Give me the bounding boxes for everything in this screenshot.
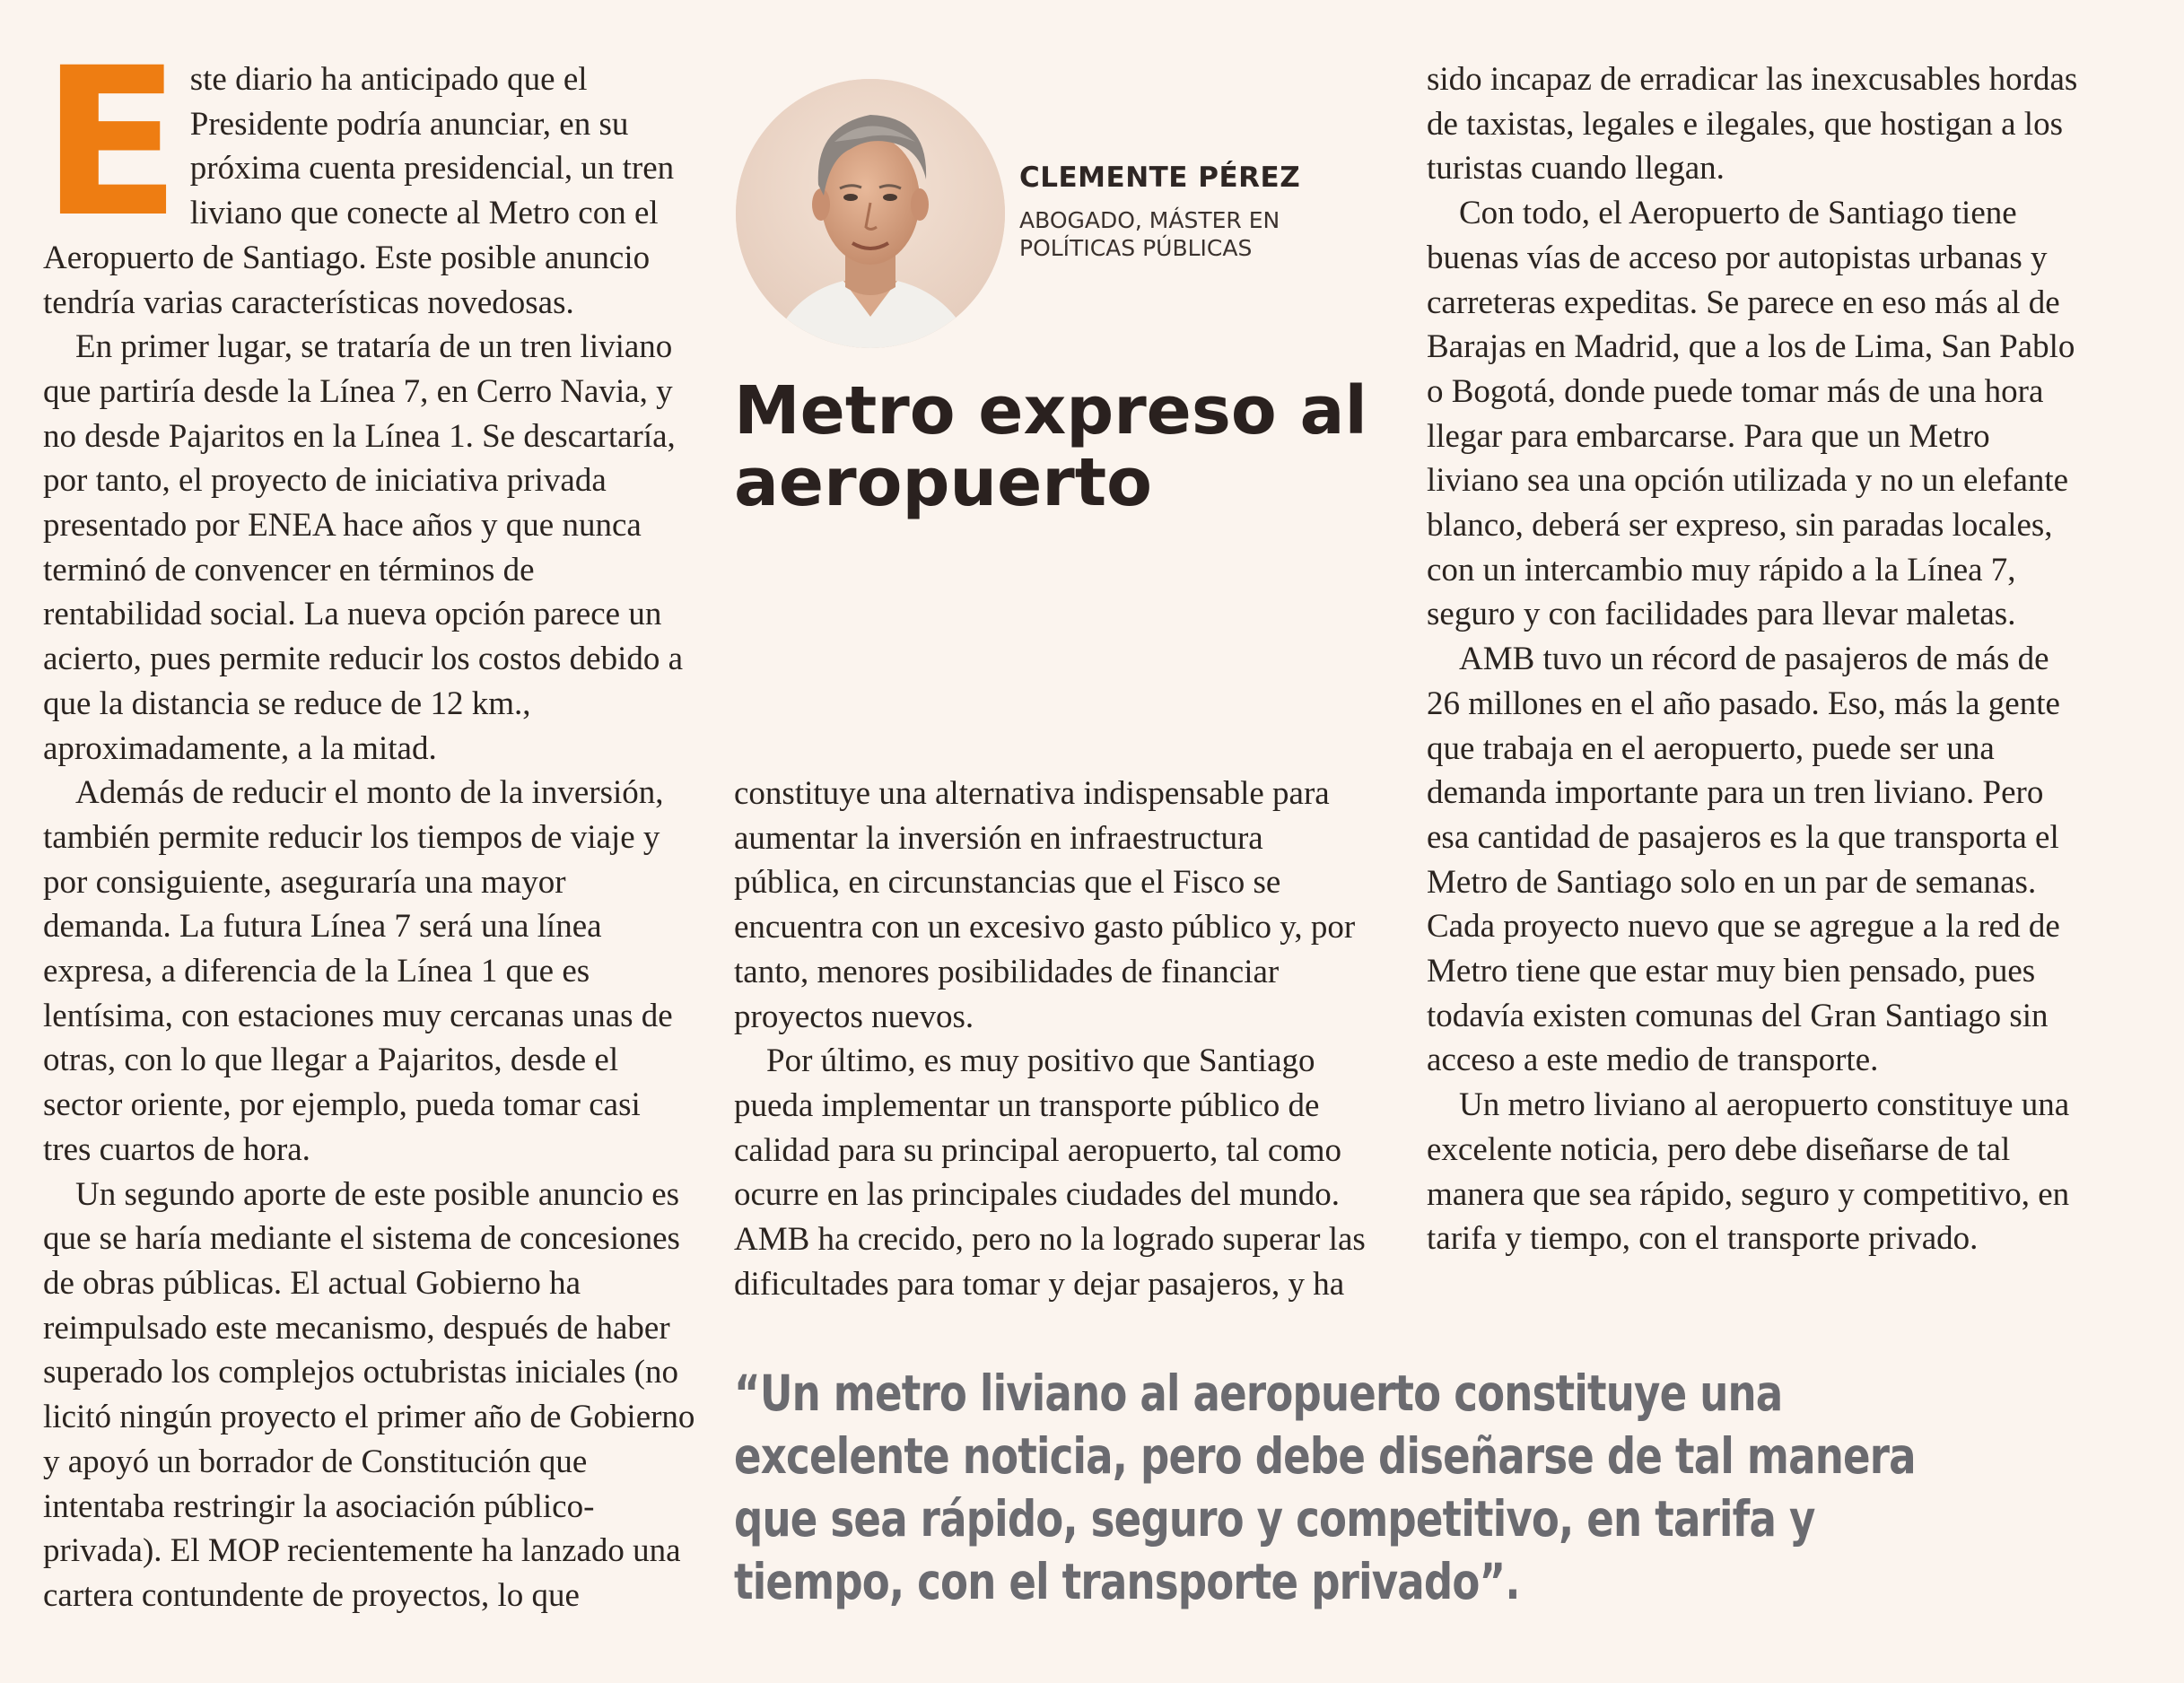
paragraph: Un metro liviano al aeropuerto constituye una excelente noticia, pero debe diseñarse de tal manera que sea rápido, seguro y competitivo, en tarifa y tiempo, con el transporte privado. (1427, 1086, 2070, 1258)
paragraph: Un segundo aporte de este posible anuncio es que se haría mediante el sistema de concesiones de obras públicas. El actual Gobierno ha reimpulsado este mecanismo, después de haber superado los complejos octubristas iniciales (no licitó ningún proyecto el primer año de Gobierno y apoyó un borrador de Constitución que intentaba restringir la asociación público-privada). El MOP recientemente ha lanzado una cartera contundente de proyectos, lo que (43, 1175, 695, 1614)
paragraph: En primer lugar, se trataría de un tren liviano que partiría desde la Línea 7, en Cerro Navia, y no desde Pajaritos en la Línea 1. Se descartaría, por tanto, el proyecto de iniciativa privada presentado por ENEA hace años y que nunca terminó de convencer en términos de rentabilidad social. La nueva opción parece un acierto, pues permite reducir los costos debido a que la distancia se reduce de 12 km., aproximadamente, a la mitad. (43, 328, 684, 767)
paragraph: Además de reducir el monto de la inversión, también permite reducir los tiempos de viaje y por consiguiente, aseguraría una mayor demanda. La futura Línea 7 será una línea expresa, a diferencia de la Línea 1 que es lentísima, con estaciones muy cercanas unas de otras, con lo que llegar a Pajaritos, desde el sector oriente, por ejemplo, pueda tomar casi tres cuartos de hora. (43, 774, 673, 1168)
paragraph (41, 23, 696, 325)
author-photo (736, 79, 1005, 348)
drop-cap: E (41, 23, 181, 262)
pull-quote: “Un metro liviano al aeropuerto constituye una excelente noticia, pero debe diseñarse de tal manera que sea rápido, seguro y competitivo, en tarifa y tiempo, con el transporte privado”. (734, 1365, 1916, 1610)
paragraph: sido incapaz de erradicar las inexcusables hordas de taxistas, legales e ilegales, que hostigan a los turistas cuando llegan. (1427, 61, 2078, 187)
paragraph: AMB tuvo un récord de pasajeros de más de 26 millones en el año pasado. Eso, más la gente que trabaja en el aeropuerto, puede ser una demanda importante para un tren liviano. Pero esa cantidad de pasajeros es la que transporta el Metro de Santiago solo en un par de semanas. Cada proyecto nuevo que se agregue a la red de Metro tiene que estar muy bien pensado, pues todavía existen comunas del Gran Santiago sin acceso a este medio de transporte. (1427, 641, 2060, 1079)
headline: Metro expreso al aeropuerto (734, 372, 1367, 521)
left-column (41, 23, 696, 1618)
author-role: ABOGADO, MÁSTER EN POLÍTICAS PÚBLICAS (1019, 207, 1280, 261)
author-portrait-icon (736, 79, 1005, 348)
author-name: CLEMENTE PÉREZ (1019, 161, 1301, 194)
paragraph: Con todo, el Aeropuerto de Santiago tiene buenas vías de acceso por autopistas urbanas y carreteras expeditas. Se parece en eso más al de Barajas en Madrid, que a los de Lima, San Pablo o Bogotá, donde puede tomar más de una hora llegar para embarcarse. Para que un Metro liviano sea una opción utilizada y no un elefante blanco, deberá ser expreso, sin paradas locales, con un intercambio muy rápido a la Línea 7, seguro y con facilidades para llevar maletas. (1427, 195, 2075, 633)
middle-column (734, 772, 1373, 1306)
paragraph: constituye una alternativa indispensable para aumentar la inversión en infraestructura pública, en circunstancias que el Fisco se encuentra con un excesivo gasto público y, por tanto, menores posibilidades de financiar proyectos nuevos. (734, 775, 1356, 1035)
right-column (1427, 57, 2082, 1261)
paragraph-text: ste diario ha anticipado que el Presidente podría anunciar, en su próxima cuenta presidencial, un tren liviano que conecte al Metro con el Aeropuerto de Santiago. Este posible anuncio tendría varias características novedosas. (43, 61, 675, 321)
paragraph: Por último, es muy positivo que Santiago pueda implementar un transporte público de calidad para su principal aeropuerto, tal como ocurre en las principales ciudades del mundo. AMB ha crecido, pero no la logrado superar las dificultades para tomar y dejar pasajeros, y ha (734, 1042, 1366, 1303)
